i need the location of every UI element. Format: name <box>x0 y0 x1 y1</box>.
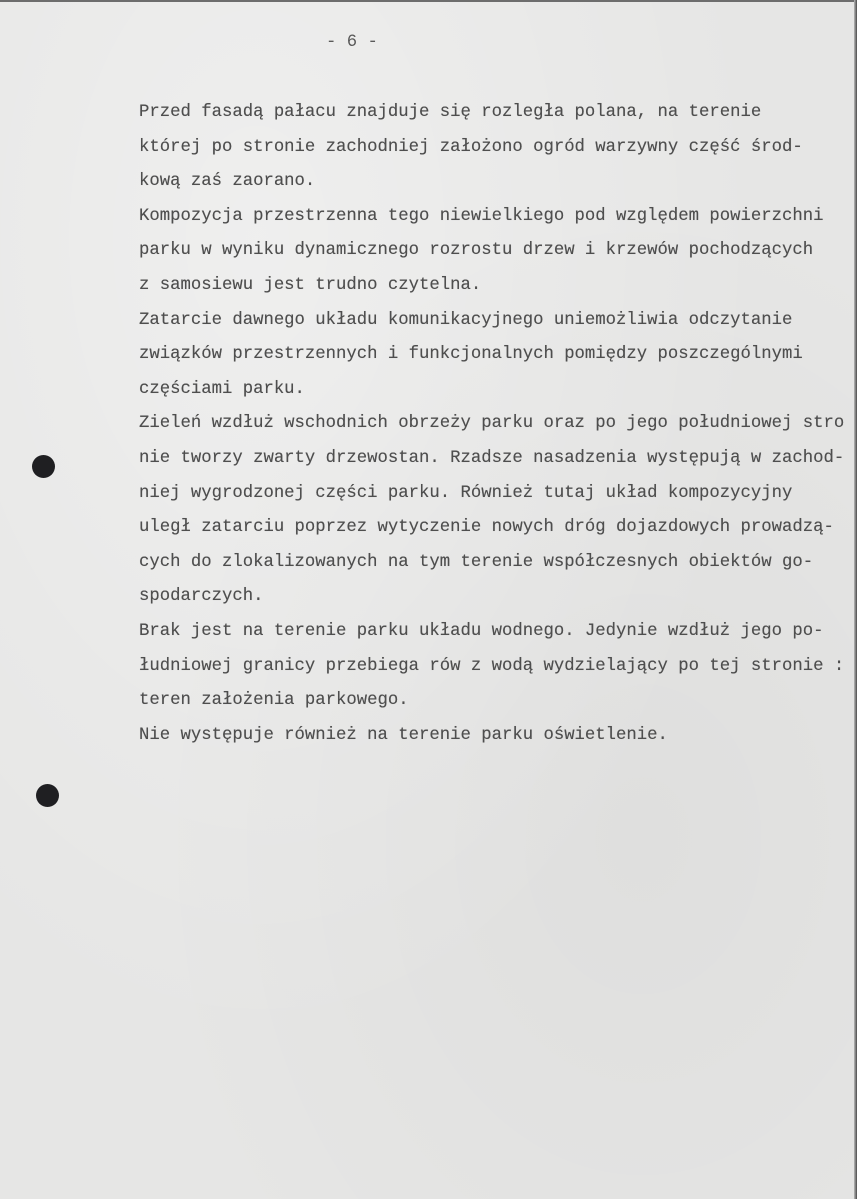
text-line: Zatarcie dawnego układu komunikacyjnego uniemożliwia odczytanie <box>139 310 793 330</box>
text-line: cych do zlokalizowanych na tym terenie współczesnych obiektów go- <box>139 552 814 572</box>
text-line: Kompozycja przestrzenna tego niewielkiego pod względem powierzchni <box>139 206 824 226</box>
punch-hole-upper <box>32 455 55 478</box>
text-line: kową zaś zaorano. <box>139 172 316 192</box>
text-line: związków przestrzennych i funkcjonalnych pomiędzy poszczególnymi <box>139 345 803 365</box>
text-line: nie tworzy zwarty drzewostan. Rzadsze nasadzenia występują w zachod- <box>139 448 845 468</box>
text-line: Nie występuje również na terenie parku oświetlenie. <box>139 725 668 745</box>
text-line: Zieleń wzdłuż wschodnich obrzeży parku oraz po jego południowej stro <box>139 414 845 434</box>
text-line: teren założenia parkowego. <box>139 691 409 711</box>
text-line: której po stronie zachodniej założono ogród warzywny część środ- <box>139 137 803 157</box>
text-line: spodarczych. <box>139 587 264 607</box>
page-number: - 6 - <box>326 33 378 52</box>
text-line: Przed fasadą pałacu znajduje się rozległa polana, na terenie <box>139 103 762 122</box>
text-line: parku w wyniku dynamicznego rozrostu drzew i krzewów pochodzących <box>139 241 814 261</box>
text-line: łudniowej granicy przebiega rów z wodą wydzielający po tej stronie : <box>139 656 845 676</box>
text-line: z samosiewu jest trudno czytelna. <box>139 275 482 295</box>
text-line: uległ zatarciu poprzez wytyczenie nowych dróg dojazdowych prowadzą- <box>139 518 834 538</box>
punch-hole-lower <box>36 784 59 807</box>
text-line: częściami parku. <box>139 379 305 399</box>
scan-top-edge <box>0 0 857 2</box>
text-line: niej wygrodzonej części parku. Również tutaj układ kompozycyjny <box>139 483 793 503</box>
text-line: Brak jest na terenie parku układu wodnego. Jedynie wzdłuż jego po- <box>139 621 824 641</box>
body-text <box>139 101 844 758</box>
